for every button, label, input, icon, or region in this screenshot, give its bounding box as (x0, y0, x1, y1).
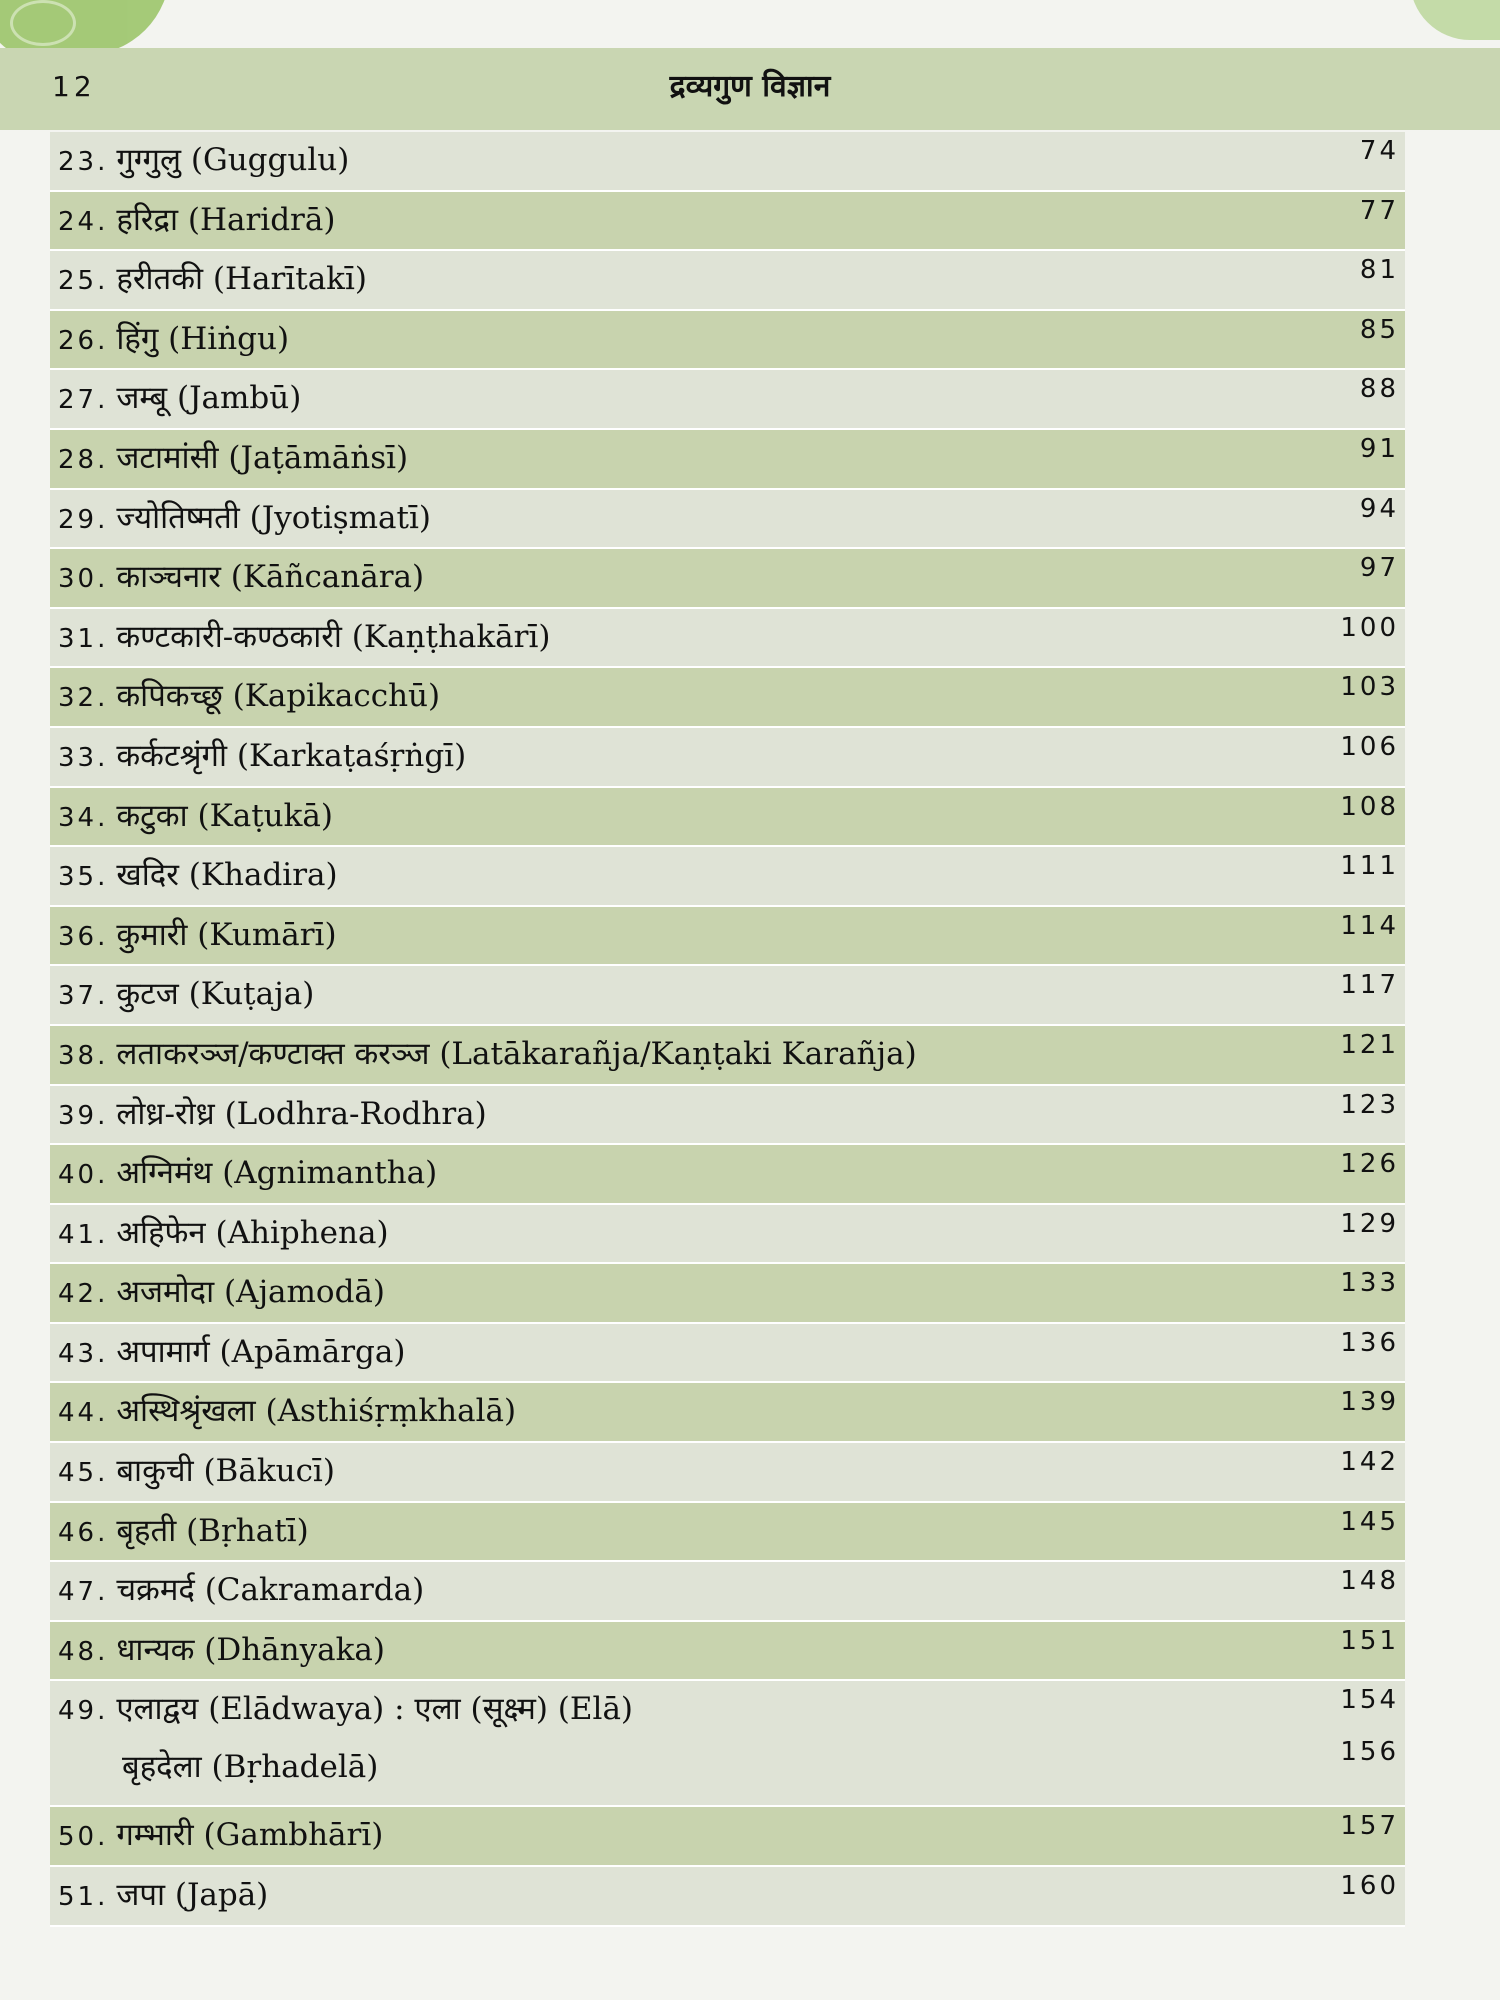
entry-label (58, 202, 335, 239)
page-ref: 142 (1340, 1447, 1399, 1478)
entry-title: लोध्र-रोध्र (Lodhra-Rodhra) (116, 1095, 487, 1132)
entry-label (58, 1274, 385, 1311)
entry-label (58, 976, 314, 1013)
entry-title: अजमोदा (Ajamodā) (116, 1274, 386, 1311)
page-ref: 114 (1340, 910, 1399, 941)
list-item (50, 1807, 1405, 1867)
entry-title: खदिर (Khadira) (116, 857, 338, 894)
entry-label (58, 619, 551, 656)
list-item (50, 966, 1405, 1026)
entry-number: 24. (58, 206, 109, 237)
entry-number: 28. (58, 444, 109, 475)
entry-title: हिंगु (Hiṅgu) (116, 320, 290, 357)
page-ref: 151 (1340, 1625, 1399, 1656)
entry-number: 43. (58, 1338, 109, 1369)
entry-number: 35. (58, 862, 109, 893)
entry-number: 41. (58, 1219, 109, 1250)
entry-label (58, 1215, 389, 1252)
entry-number: 30. (58, 564, 109, 595)
entry-number: 51. (58, 1882, 109, 1913)
list-item (50, 430, 1405, 490)
entry-title: कण्टकारी-कण्ठकारी (Kaṇṭhakārī) (116, 618, 551, 655)
entry-title: बृहती (Bṛhatī) (116, 1512, 309, 1549)
page-ref: 126 (1340, 1149, 1399, 1180)
entry-subtitle: बृहदेला (Bṛhadelā) (122, 1749, 379, 1786)
page-ref: 97 (1359, 553, 1399, 584)
entry-title: अहिफेन (Ahiphena) (116, 1214, 389, 1251)
entry-title: बाकुची (Bākucī) (116, 1453, 335, 1490)
entry-title: एलाद्वय (Elādwaya) : एला (सूक्ष्म) (Elā) (116, 1691, 634, 1728)
entry-title: कुटज (Kuṭaja) (116, 976, 315, 1013)
page-ref: 111 (1340, 851, 1399, 882)
list-item (50, 1562, 1405, 1622)
entry-number: 37. (58, 981, 109, 1012)
entry-number: 29. (58, 504, 109, 535)
list-item (50, 1443, 1405, 1503)
entry-number: 39. (58, 1100, 109, 1131)
page-ref: 139 (1340, 1387, 1399, 1418)
list-item (50, 1622, 1405, 1682)
entry-label (58, 1691, 633, 1728)
entry-number: 45. (58, 1458, 109, 1489)
list-item (50, 1205, 1405, 1265)
entry-label (58, 1036, 917, 1073)
page-ref: 85 (1359, 314, 1399, 345)
page-ref: 129 (1340, 1208, 1399, 1239)
entry-label (58, 738, 466, 775)
list-item (50, 1324, 1405, 1384)
page-header (0, 48, 1500, 130)
page-ref: 123 (1340, 1089, 1399, 1120)
list-item (50, 668, 1405, 728)
entry-title: कपिकच्छू (Kapikacchū) (116, 678, 441, 715)
page-ref: 133 (1340, 1268, 1399, 1299)
page-ref: 160 (1340, 1871, 1399, 1902)
list-item (50, 132, 1405, 192)
list-item (50, 1867, 1405, 1927)
entry-title: कटुका (Kaṭukā) (116, 797, 334, 834)
list-item (50, 311, 1405, 371)
entry-label (58, 1877, 268, 1914)
entry-title: अपामार्ग (Apāmārga) (116, 1333, 406, 1370)
entry-number: 42. (58, 1279, 109, 1310)
entry-label (58, 559, 424, 596)
entry-title: हरिद्रा (Haridrā) (116, 201, 336, 238)
entry-title: हरीतकी (Harītakī) (116, 261, 367, 298)
entry-label (58, 1393, 516, 1430)
list-item (50, 1145, 1405, 1205)
entry-number: 33. (58, 742, 109, 773)
entry-title: अस्थिश्रृंखला (Asthiśṛṃkhalā) (116, 1393, 517, 1430)
list-item (50, 847, 1405, 907)
entry-label (58, 1155, 437, 1192)
entry-number: 25. (58, 266, 109, 297)
entry-title: गुग्गुलु (Guggulu) (116, 142, 350, 178)
entry-title: लताकरञ्ज/कण्टाक्त करञ्ज (Latākarañja/Kaṇṭaki Karañja) (116, 1035, 917, 1072)
entry-number: 48. (58, 1636, 109, 1667)
page-ref: 117 (1340, 970, 1399, 1001)
entry-label (58, 440, 408, 477)
entry-title: काञ्चनार (Kāñcanāra) (116, 559, 425, 596)
entry-title: अग्निमंथ (Agnimantha) (116, 1155, 438, 1192)
contents-list (50, 132, 1405, 1927)
list-item (50, 370, 1405, 430)
entry-number: 49. (58, 1696, 109, 1727)
list-item (50, 1026, 1405, 1086)
entry-number: 46. (58, 1517, 109, 1548)
list-item (50, 1383, 1405, 1443)
entry-title: जपा (Japā) (116, 1877, 269, 1914)
entry-number: 50. (58, 1822, 109, 1853)
entry-label (58, 678, 440, 715)
list-item (50, 251, 1405, 311)
page-ref: 103 (1340, 672, 1399, 703)
page-ref: 91 (1359, 433, 1399, 464)
page-number: 12 (52, 70, 96, 103)
leaf-decoration-right (1410, 0, 1500, 40)
page-ref: 81 (1359, 255, 1399, 286)
page-ref: 145 (1340, 1506, 1399, 1537)
page-ref: 157 (1340, 1811, 1399, 1842)
page-ref: 136 (1340, 1327, 1399, 1358)
entry-number: 47. (58, 1577, 109, 1608)
list-item (50, 1503, 1405, 1563)
entry-label (58, 142, 349, 179)
entry-title: जम्बू (Jambū) (116, 380, 302, 417)
entry-number: 26. (58, 325, 109, 356)
entry-number: 40. (58, 1160, 109, 1191)
list-item (50, 609, 1405, 669)
entry-number: 36. (58, 921, 109, 952)
page-ref: 154 (1340, 1685, 1399, 1716)
entry-label (58, 917, 337, 954)
entry-title: कर्कटश्रृंगी (Karkaṭaśṛṅgī) (116, 737, 467, 774)
entry-number: 27. (58, 385, 109, 416)
entry-label (58, 1453, 335, 1490)
page-ref: 94 (1359, 493, 1399, 524)
entry-label (58, 1817, 383, 1854)
page-ref: 100 (1340, 612, 1399, 643)
entry-number: 23. (58, 147, 109, 177)
list-item (50, 192, 1405, 252)
entry-label (58, 500, 431, 537)
list-item (50, 549, 1405, 609)
entry-title: गम्भारी (Gambhārī) (116, 1817, 384, 1854)
list-item (50, 907, 1405, 967)
list-item (50, 1086, 1405, 1146)
entry-title: कुमारी (Kumārī) (116, 916, 337, 953)
page-ref: 156 (1340, 1737, 1399, 1768)
entry-number: 31. (58, 623, 109, 654)
entry-title: जटामांसी (Jaṭāmāṅsī) (116, 439, 409, 476)
list-item (50, 490, 1405, 550)
list-item (50, 728, 1405, 788)
page-ref: 74 (1359, 136, 1399, 166)
running-title: द्रव्यगुण विज्ञान (669, 69, 831, 104)
entry-label (58, 261, 367, 298)
page-ref: 88 (1359, 374, 1399, 405)
entry-title: धान्यक (Dhānyaka) (116, 1631, 385, 1668)
entry-label (58, 1334, 405, 1371)
entry-label (58, 380, 301, 417)
list-item (50, 788, 1405, 848)
entry-label (58, 857, 338, 894)
entry-label (58, 1096, 487, 1133)
page-ref: 106 (1340, 731, 1399, 762)
leaf-decoration-left (0, 0, 170, 55)
entry-label (58, 1572, 424, 1609)
page-ref: 148 (1340, 1566, 1399, 1597)
entry-label (58, 1513, 309, 1550)
entry-number: 44. (58, 1398, 109, 1429)
list-item (50, 1681, 1405, 1807)
entry-number: 34. (58, 802, 109, 833)
entry-title: ज्योतिष्मती (Jyotiṣmatī) (116, 499, 432, 536)
entry-label (58, 1632, 385, 1669)
entry-title: चक्रमर्द (Cakramarda) (116, 1572, 425, 1609)
entry-label (58, 321, 289, 358)
page-ref: 121 (1340, 1029, 1399, 1060)
page-ref: 77 (1359, 195, 1399, 226)
entry-label (58, 798, 333, 835)
entry-number: 38. (58, 1040, 109, 1071)
list-item (50, 1264, 1405, 1324)
entry-number: 32. (58, 683, 109, 714)
page-ref: 108 (1340, 791, 1399, 822)
